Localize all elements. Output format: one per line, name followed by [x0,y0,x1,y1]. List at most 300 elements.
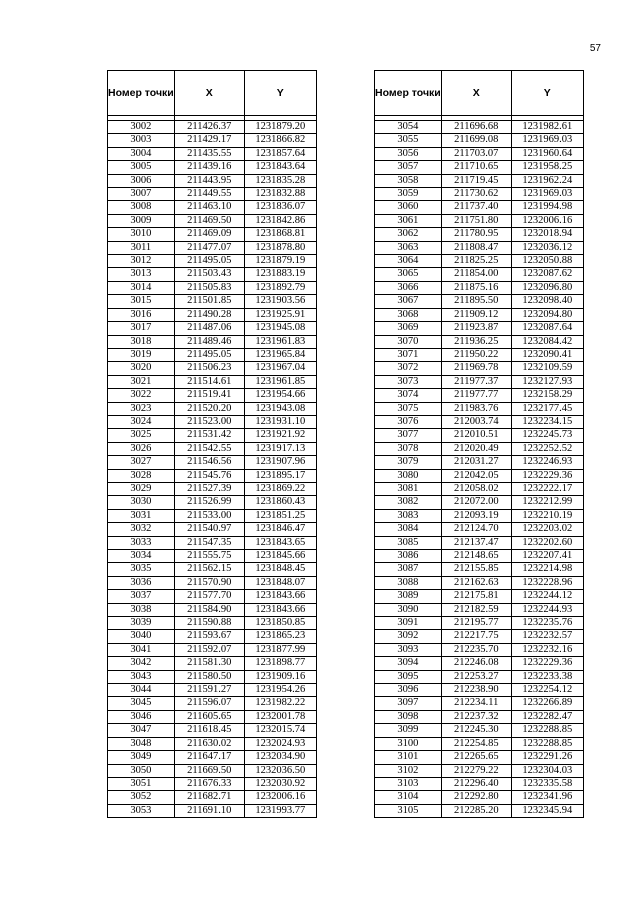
cell-point: 3024 [108,415,175,428]
cell-y: 1232341.96 [511,791,583,804]
cell-point: 3088 [375,576,442,589]
cell-x: 211696.68 [441,121,511,134]
cell-y: 1232015.74 [244,724,316,737]
cell-x: 212155.85 [441,563,511,576]
table-row [375,201,584,214]
cell-x: 211439.16 [174,161,244,174]
table-row [375,241,584,254]
cell-y: 1231857.64 [244,147,316,160]
cell-y: 1232304.03 [511,764,583,777]
table-row [108,804,317,817]
cell-y: 1232229.36 [511,469,583,482]
table-row [108,617,317,630]
cell-x: 211577.70 [174,590,244,603]
cell-x: 211487.06 [174,322,244,335]
cell-point: 3004 [108,147,175,160]
table-row [108,509,317,522]
cell-x: 211555.75 [174,550,244,563]
table-row [375,697,584,710]
cell-y: 1231843.66 [244,590,316,603]
cell-y: 1231895.17 [244,469,316,482]
cell-point: 3015 [108,295,175,308]
cell-x: 212285.20 [441,804,511,817]
table-row [108,710,317,723]
cell-y: 1232229.36 [511,657,583,670]
cell-x: 211435.55 [174,147,244,160]
table-row [108,147,317,160]
cell-x: 211469.50 [174,214,244,227]
table-row [375,777,584,790]
table-row [375,469,584,482]
table-row [108,362,317,375]
cell-x: 211443.95 [174,174,244,187]
cell-x: 212042.05 [441,469,511,482]
cell-point: 3035 [108,563,175,576]
cell-x: 211591.27 [174,684,244,697]
cell-y: 1231851.25 [244,509,316,522]
table-row [375,536,584,549]
table-row [375,751,584,764]
table-row [108,630,317,643]
cell-point: 3048 [108,737,175,750]
cell-point: 3064 [375,255,442,268]
table-row [375,322,584,335]
table-row [108,791,317,804]
table-row [375,617,584,630]
cell-y: 1232252.52 [511,442,583,455]
cell-point: 3003 [108,134,175,147]
table-row [108,389,317,402]
table-row [108,496,317,509]
cell-x: 211477.07 [174,241,244,254]
cell-y: 1231931.10 [244,415,316,428]
cell-point: 3037 [108,590,175,603]
cell-x: 211503.43 [174,268,244,281]
cell-x: 212010.51 [441,429,511,442]
cell-y: 1231892.79 [244,281,316,294]
cell-point: 3061 [375,214,442,227]
cell-x: 211854.00 [441,268,511,281]
cell-x: 211584.90 [174,603,244,616]
cell-point: 3043 [108,670,175,683]
cell-y: 1231848.07 [244,576,316,589]
cell-y: 1232050.88 [511,255,583,268]
cell-x: 211923.87 [441,322,511,335]
cell-x: 211526.99 [174,496,244,509]
table-row [108,442,317,455]
cell-point: 3055 [375,134,442,147]
cell-x: 211592.07 [174,643,244,656]
table-row [375,804,584,817]
cell-x: 211825.25 [441,255,511,268]
cell-y: 1232234.15 [511,415,583,428]
cell-y: 1232006.16 [244,791,316,804]
cell-x: 211719.45 [441,174,511,187]
table-row [375,442,584,455]
cell-point: 3084 [375,523,442,536]
cell-y: 1232228.96 [511,576,583,589]
cell-y: 1231842.86 [244,214,316,227]
cell-point: 3044 [108,684,175,697]
cell-x: 211540.97 [174,523,244,536]
header-point: Номер точки [108,71,175,116]
cell-x: 211780.95 [441,228,511,241]
cell-x: 211531.42 [174,429,244,442]
cell-y: 1231993.77 [244,804,316,817]
table-row [375,496,584,509]
cell-x: 211505.83 [174,281,244,294]
cell-y: 1231877.99 [244,643,316,656]
table-body-right [375,116,584,818]
cell-y: 1232222.17 [511,482,583,495]
table-row [108,402,317,415]
cell-point: 3101 [375,751,442,764]
cell-point: 3068 [375,308,442,321]
cell-point: 3050 [108,764,175,777]
cell-point: 3006 [108,174,175,187]
cell-point: 3071 [375,348,442,361]
table-row [375,724,584,737]
table-row [375,764,584,777]
cell-point: 3082 [375,496,442,509]
table-row [108,724,317,737]
cell-y: 1231907.96 [244,456,316,469]
table-row [108,214,317,227]
cell-x: 211580.50 [174,670,244,683]
cell-point: 3096 [375,684,442,697]
table-row [108,590,317,603]
cell-x: 212254.85 [441,737,511,750]
cell-point: 3039 [108,617,175,630]
cell-x: 211737.40 [441,201,511,214]
cell-x: 211950.22 [441,348,511,361]
cell-y: 1232335.58 [511,777,583,790]
cell-x: 212162.63 [441,576,511,589]
cell-x: 211895.50 [441,295,511,308]
table-body-left [108,116,317,818]
cell-point: 3063 [375,241,442,254]
cell-x: 211506.23 [174,362,244,375]
cell-y: 1231848.45 [244,563,316,576]
cell-x: 211703.07 [441,147,511,160]
table-row [375,147,584,160]
cell-x: 212246.08 [441,657,511,670]
table-row [375,482,584,495]
table-row [375,670,584,683]
cell-point: 3079 [375,456,442,469]
cell-y: 1231878.80 [244,241,316,254]
cell-point: 3011 [108,241,175,254]
table-row [375,684,584,697]
table-row [375,657,584,670]
cell-x: 211547.35 [174,536,244,549]
cell-y: 1231843.65 [244,536,316,549]
cell-y: 1232084.42 [511,335,583,348]
cell-point: 3080 [375,469,442,482]
cell-y: 1232177.45 [511,402,583,415]
cell-y: 1231945.08 [244,322,316,335]
cell-x: 212175.81 [441,590,511,603]
cell-x: 211520.20 [174,402,244,415]
cell-x: 211495.05 [174,255,244,268]
table-row [375,121,584,134]
table-row [108,603,317,616]
cell-point: 3074 [375,389,442,402]
cell-point: 3077 [375,429,442,442]
table-row [375,268,584,281]
cell-x: 211647.17 [174,751,244,764]
cell-y: 1231958.25 [511,161,583,174]
cell-y: 1232235.76 [511,617,583,630]
cell-y: 1232018.94 [511,228,583,241]
table-row [108,751,317,764]
table-row [375,308,584,321]
coordinates-table-left [107,70,317,818]
cell-point: 3054 [375,121,442,134]
table-row [108,255,317,268]
cell-y: 1231879.20 [244,121,316,134]
table-row [108,456,317,469]
cell-point: 3028 [108,469,175,482]
cell-point: 3026 [108,442,175,455]
table-row [375,603,584,616]
table-row [375,348,584,361]
cell-point: 3090 [375,603,442,616]
table-header-row [108,71,317,116]
cell-point: 3023 [108,402,175,415]
cell-x: 212148.65 [441,550,511,563]
cell-y: 1232210.19 [511,509,583,522]
cell-y: 1231865.23 [244,630,316,643]
cell-point: 3065 [375,268,442,281]
cell-y: 1231917.13 [244,442,316,455]
cell-y: 1232109.59 [511,362,583,375]
cell-x: 211593.67 [174,630,244,643]
cell-x: 211590.88 [174,617,244,630]
cell-x: 212238.90 [441,684,511,697]
cell-x: 211710.65 [441,161,511,174]
cell-point: 3014 [108,281,175,294]
table-row [108,228,317,241]
cell-y: 1232245.73 [511,429,583,442]
cell-x: 212237.32 [441,710,511,723]
cell-x: 211751.80 [441,214,511,227]
cell-point: 3005 [108,161,175,174]
table-row [108,161,317,174]
cell-y: 1232214.98 [511,563,583,576]
table-row [375,335,584,348]
cell-y: 1232233.38 [511,670,583,683]
cell-point: 3009 [108,214,175,227]
cell-y: 1232203.02 [511,523,583,536]
cell-x: 212124.70 [441,523,511,536]
cell-y: 1232127.93 [511,375,583,388]
cell-y: 1231903.56 [244,295,316,308]
cell-point: 3072 [375,362,442,375]
cell-point: 3045 [108,697,175,710]
table-row [108,201,317,214]
table-row [108,121,317,134]
cell-point: 3051 [108,777,175,790]
cell-y: 1232244.93 [511,603,583,616]
cell-point: 3047 [108,724,175,737]
cell-y: 1232087.62 [511,268,583,281]
cell-y: 1231962.24 [511,174,583,187]
cell-point: 3060 [375,201,442,214]
cell-point: 3013 [108,268,175,281]
cell-x: 211977.37 [441,375,511,388]
cell-x: 211682.71 [174,791,244,804]
table-row [375,550,584,563]
cell-point: 3008 [108,201,175,214]
cell-y: 1231954.26 [244,684,316,697]
cell-x: 211469.09 [174,228,244,241]
cell-x: 211562.15 [174,563,244,576]
cell-x: 211699.08 [441,134,511,147]
cell-y: 1232345.94 [511,804,583,817]
cell-y: 1231850.85 [244,617,316,630]
cell-y: 1231846.47 [244,523,316,536]
cell-point: 3081 [375,482,442,495]
cell-x: 212296.40 [441,777,511,790]
cell-y: 1231965.84 [244,348,316,361]
cell-x: 211463.10 [174,201,244,214]
cell-point: 3095 [375,670,442,683]
cell-x: 211730.62 [441,188,511,201]
table-row [375,228,584,241]
cell-y: 1232096.80 [511,281,583,294]
cell-point: 3022 [108,389,175,402]
cell-x: 211490.28 [174,308,244,321]
table-row [375,429,584,442]
cell-x: 212003.74 [441,415,511,428]
cell-x: 211429.17 [174,134,244,147]
cell-y: 1232094.80 [511,308,583,321]
cell-x: 212137.47 [441,536,511,549]
cell-y: 1232034.90 [244,751,316,764]
header-x: X [441,71,511,116]
table-row [375,362,584,375]
cell-y: 1232090.41 [511,348,583,361]
cell-x: 211527.39 [174,482,244,495]
cell-y: 1231954.66 [244,389,316,402]
cell-y: 1232030.92 [244,777,316,790]
cell-point: 3089 [375,590,442,603]
cell-point: 3076 [375,415,442,428]
cell-point: 3099 [375,724,442,737]
cell-point: 3019 [108,348,175,361]
cell-point: 3083 [375,509,442,522]
table-row [108,188,317,201]
table-row [375,281,584,294]
cell-y: 1231866.82 [244,134,316,147]
cell-y: 1232244.12 [511,590,583,603]
cell-x: 211523.00 [174,415,244,428]
table-row [108,268,317,281]
cell-x: 212217.75 [441,630,511,643]
cell-x: 212245.30 [441,724,511,737]
cell-y: 1232288.85 [511,737,583,750]
cell-point: 3100 [375,737,442,750]
table-row [108,670,317,683]
cell-point: 3069 [375,322,442,335]
table-row [375,590,584,603]
table-row [108,375,317,388]
cell-y: 1232036.12 [511,241,583,254]
cell-point: 3086 [375,550,442,563]
cell-point: 3046 [108,710,175,723]
cell-x: 212182.59 [441,603,511,616]
cell-point: 3002 [108,121,175,134]
cell-y: 1232158.29 [511,389,583,402]
cell-point: 3058 [375,174,442,187]
cell-y: 1231969.03 [511,134,583,147]
table-row [375,563,584,576]
cell-x: 211936.25 [441,335,511,348]
cell-x: 211596.07 [174,697,244,710]
cell-point: 3070 [375,335,442,348]
cell-y: 1231982.22 [244,697,316,710]
cell-x: 211495.05 [174,348,244,361]
cell-point: 3057 [375,161,442,174]
table-row [375,295,584,308]
table-row [375,375,584,388]
cell-y: 1232288.85 [511,724,583,737]
cell-x: 211605.65 [174,710,244,723]
cell-x: 211875.16 [441,281,511,294]
table-row [108,469,317,482]
cell-x: 211808.47 [441,241,511,254]
table-row [375,523,584,536]
cell-point: 3075 [375,402,442,415]
table-row [108,697,317,710]
cell-point: 3041 [108,643,175,656]
table-row [108,576,317,589]
cell-y: 1231961.83 [244,335,316,348]
cell-x: 211501.85 [174,295,244,308]
table-row [108,764,317,777]
cell-x: 211630.02 [174,737,244,750]
cell-x: 212265.65 [441,751,511,764]
cell-point: 3097 [375,697,442,710]
cell-point: 3087 [375,563,442,576]
table-row [108,174,317,187]
table-row [375,576,584,589]
cell-x: 212195.77 [441,617,511,630]
cell-y: 1231868.81 [244,228,316,241]
cell-y: 1232232.57 [511,630,583,643]
cell-point: 3104 [375,791,442,804]
table-row [108,281,317,294]
table-row [108,308,317,321]
table-row [108,322,317,335]
table-row [375,134,584,147]
table-row [108,134,317,147]
cell-point: 3085 [375,536,442,549]
cell-y: 1231898.77 [244,657,316,670]
cell-point: 3098 [375,710,442,723]
table-row [375,630,584,643]
cell-x: 211546.56 [174,456,244,469]
cell-point: 3038 [108,603,175,616]
coordinates-table-right [374,70,584,818]
cell-point: 3007 [108,188,175,201]
cell-y: 1232266.89 [511,697,583,710]
table-row [108,429,317,442]
cell-point: 3062 [375,228,442,241]
cell-y: 1231961.85 [244,375,316,388]
cell-point: 3066 [375,281,442,294]
